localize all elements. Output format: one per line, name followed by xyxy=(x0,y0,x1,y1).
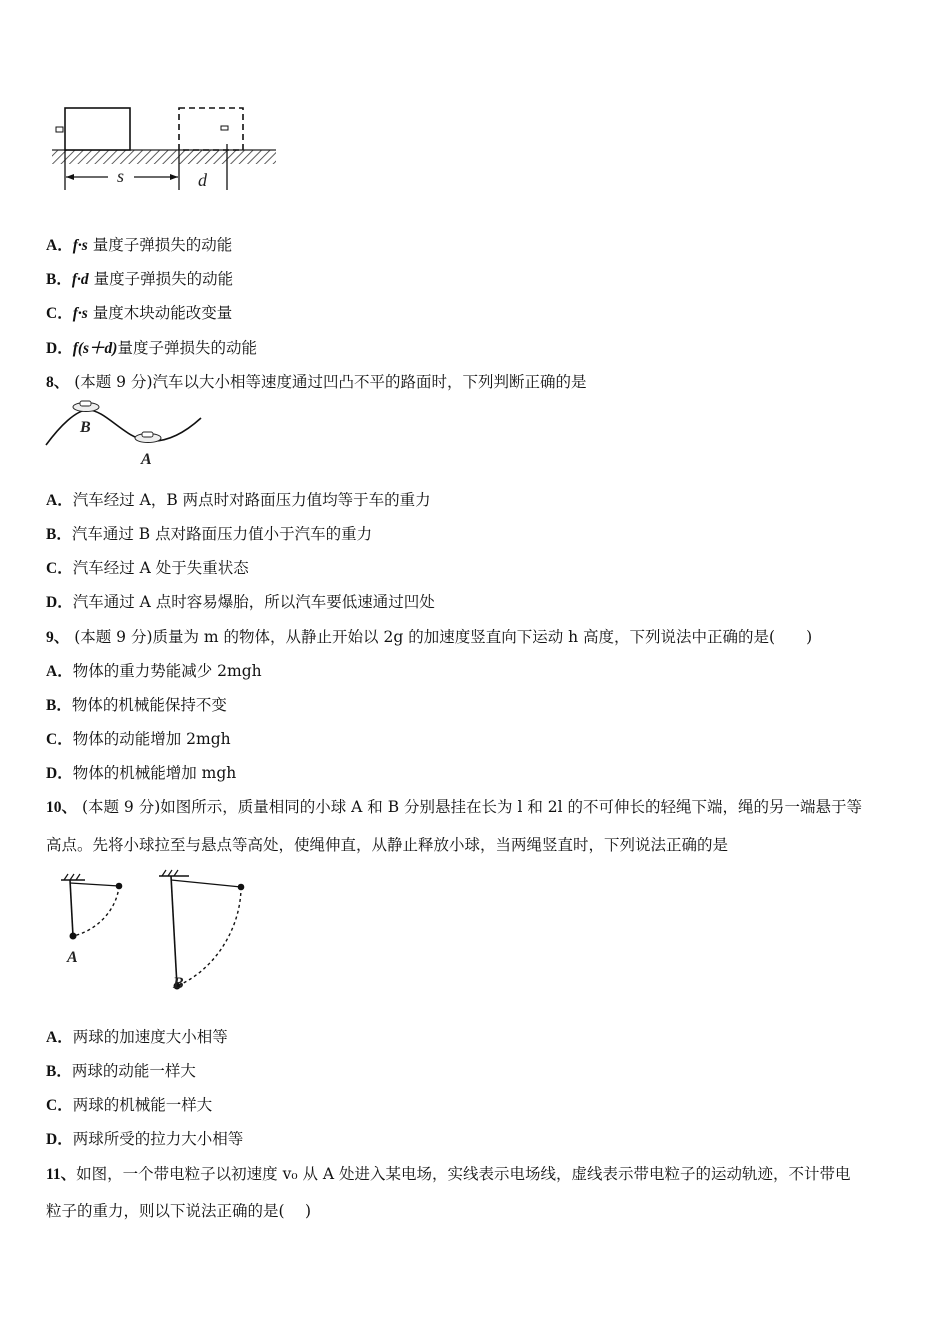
label-b: B xyxy=(80,419,91,436)
rope-b xyxy=(171,876,177,986)
q8-option-c: C．汽车经过 A 处于失重状态 xyxy=(46,559,249,577)
bullet-initial xyxy=(56,127,63,132)
q7-option-b: B．f·d 量度子弹损失的动能 xyxy=(46,270,234,288)
car-b xyxy=(73,401,99,412)
road-curve xyxy=(46,410,201,445)
q10-stem-line2: 高点。先将小球拉至与悬点等高处，使绳伸直，从静止释放小球，当两绳竖直时，下列说法正确的是 xyxy=(46,836,729,854)
q10-stem-line1: 10、 (本题 9 分)如图所示，质量相同的小球 A 和 B 分别悬挂在长为 l 和 2l 的不可伸长的轻绳下端，绳的另一端悬于等 xyxy=(46,798,863,816)
rope-a xyxy=(70,880,73,936)
q10-option-c: C．两球的机械能一样大 xyxy=(46,1096,213,1114)
block-bullet-figure xyxy=(48,100,283,195)
q11-stem-line1: 11、如图，一个带电粒子以初速度 v₀ 从 A 处进入某电场，实线表示电场线，虚线表示带电粒子的运动轨迹，不计带电 xyxy=(46,1165,851,1183)
label-b: B xyxy=(173,975,184,992)
q9-option-b: B．物体的机械能保持不变 xyxy=(46,696,227,714)
q8-option-a: A．汽车经过 A，B 两点时对路面压力值均等于车的重力 xyxy=(46,491,431,509)
wood-block-initial xyxy=(65,108,130,150)
ball-a-start xyxy=(116,883,123,890)
q9-option-a: A．物体的重力势能减少 2mgh xyxy=(46,662,262,680)
q11-stem-line2: 粒子的重力，则以下说法正确的是( ) xyxy=(46,1202,312,1220)
q10-option-d: D．两球所受的拉力大小相等 xyxy=(46,1130,244,1148)
arc-a xyxy=(73,886,119,936)
q8-stem: 8、 (本题 9 分)汽车以大小相等速度通过凹凸不平的路面时，下列判断正确的是 xyxy=(46,373,587,391)
q7-option-a: A．f·s 量度子弹损失的动能 xyxy=(46,236,233,254)
label-s: s xyxy=(117,166,125,186)
label-d: d xyxy=(198,170,207,190)
q9-option-d: D．物体的机械能增加 mgh xyxy=(46,764,237,782)
q9-stem: 9、 (本题 9 分)质量为 m 的物体，从静止开始以 2g 的加速度竖直向下运动 h 高度，下列说法中正确的是( ) xyxy=(46,628,813,646)
ball-a xyxy=(70,933,77,940)
q10-option-b: B．两球的动能一样大 xyxy=(46,1062,196,1080)
bullet-final xyxy=(221,126,228,130)
q7-option-d: D．f(s＋d)量度子弹损失的动能 xyxy=(46,339,257,357)
q7-option-c: C．f·s 量度木块动能改变量 xyxy=(46,304,233,322)
q8-option-b: B．汽车通过 B 点对路面压力值小于汽车的重力 xyxy=(46,525,373,543)
bumpy-road-figure xyxy=(40,398,210,470)
pendulum-figure xyxy=(55,868,270,996)
label-a: A xyxy=(67,949,78,966)
q10-option-a: A．两球的加速度大小相等 xyxy=(46,1028,228,1046)
ball-b-start xyxy=(238,884,245,891)
label-a: A xyxy=(141,451,152,468)
q9-option-c: C．物体的动能增加 2mgh xyxy=(46,730,231,748)
car-a xyxy=(135,432,161,443)
q8-option-d: D．汽车通过 A 点时容易爆胎，所以汽车要低速通过凹处 xyxy=(46,593,435,611)
ground-hatch xyxy=(52,150,276,164)
arc-b xyxy=(177,887,241,986)
wood-block-final xyxy=(179,108,243,150)
